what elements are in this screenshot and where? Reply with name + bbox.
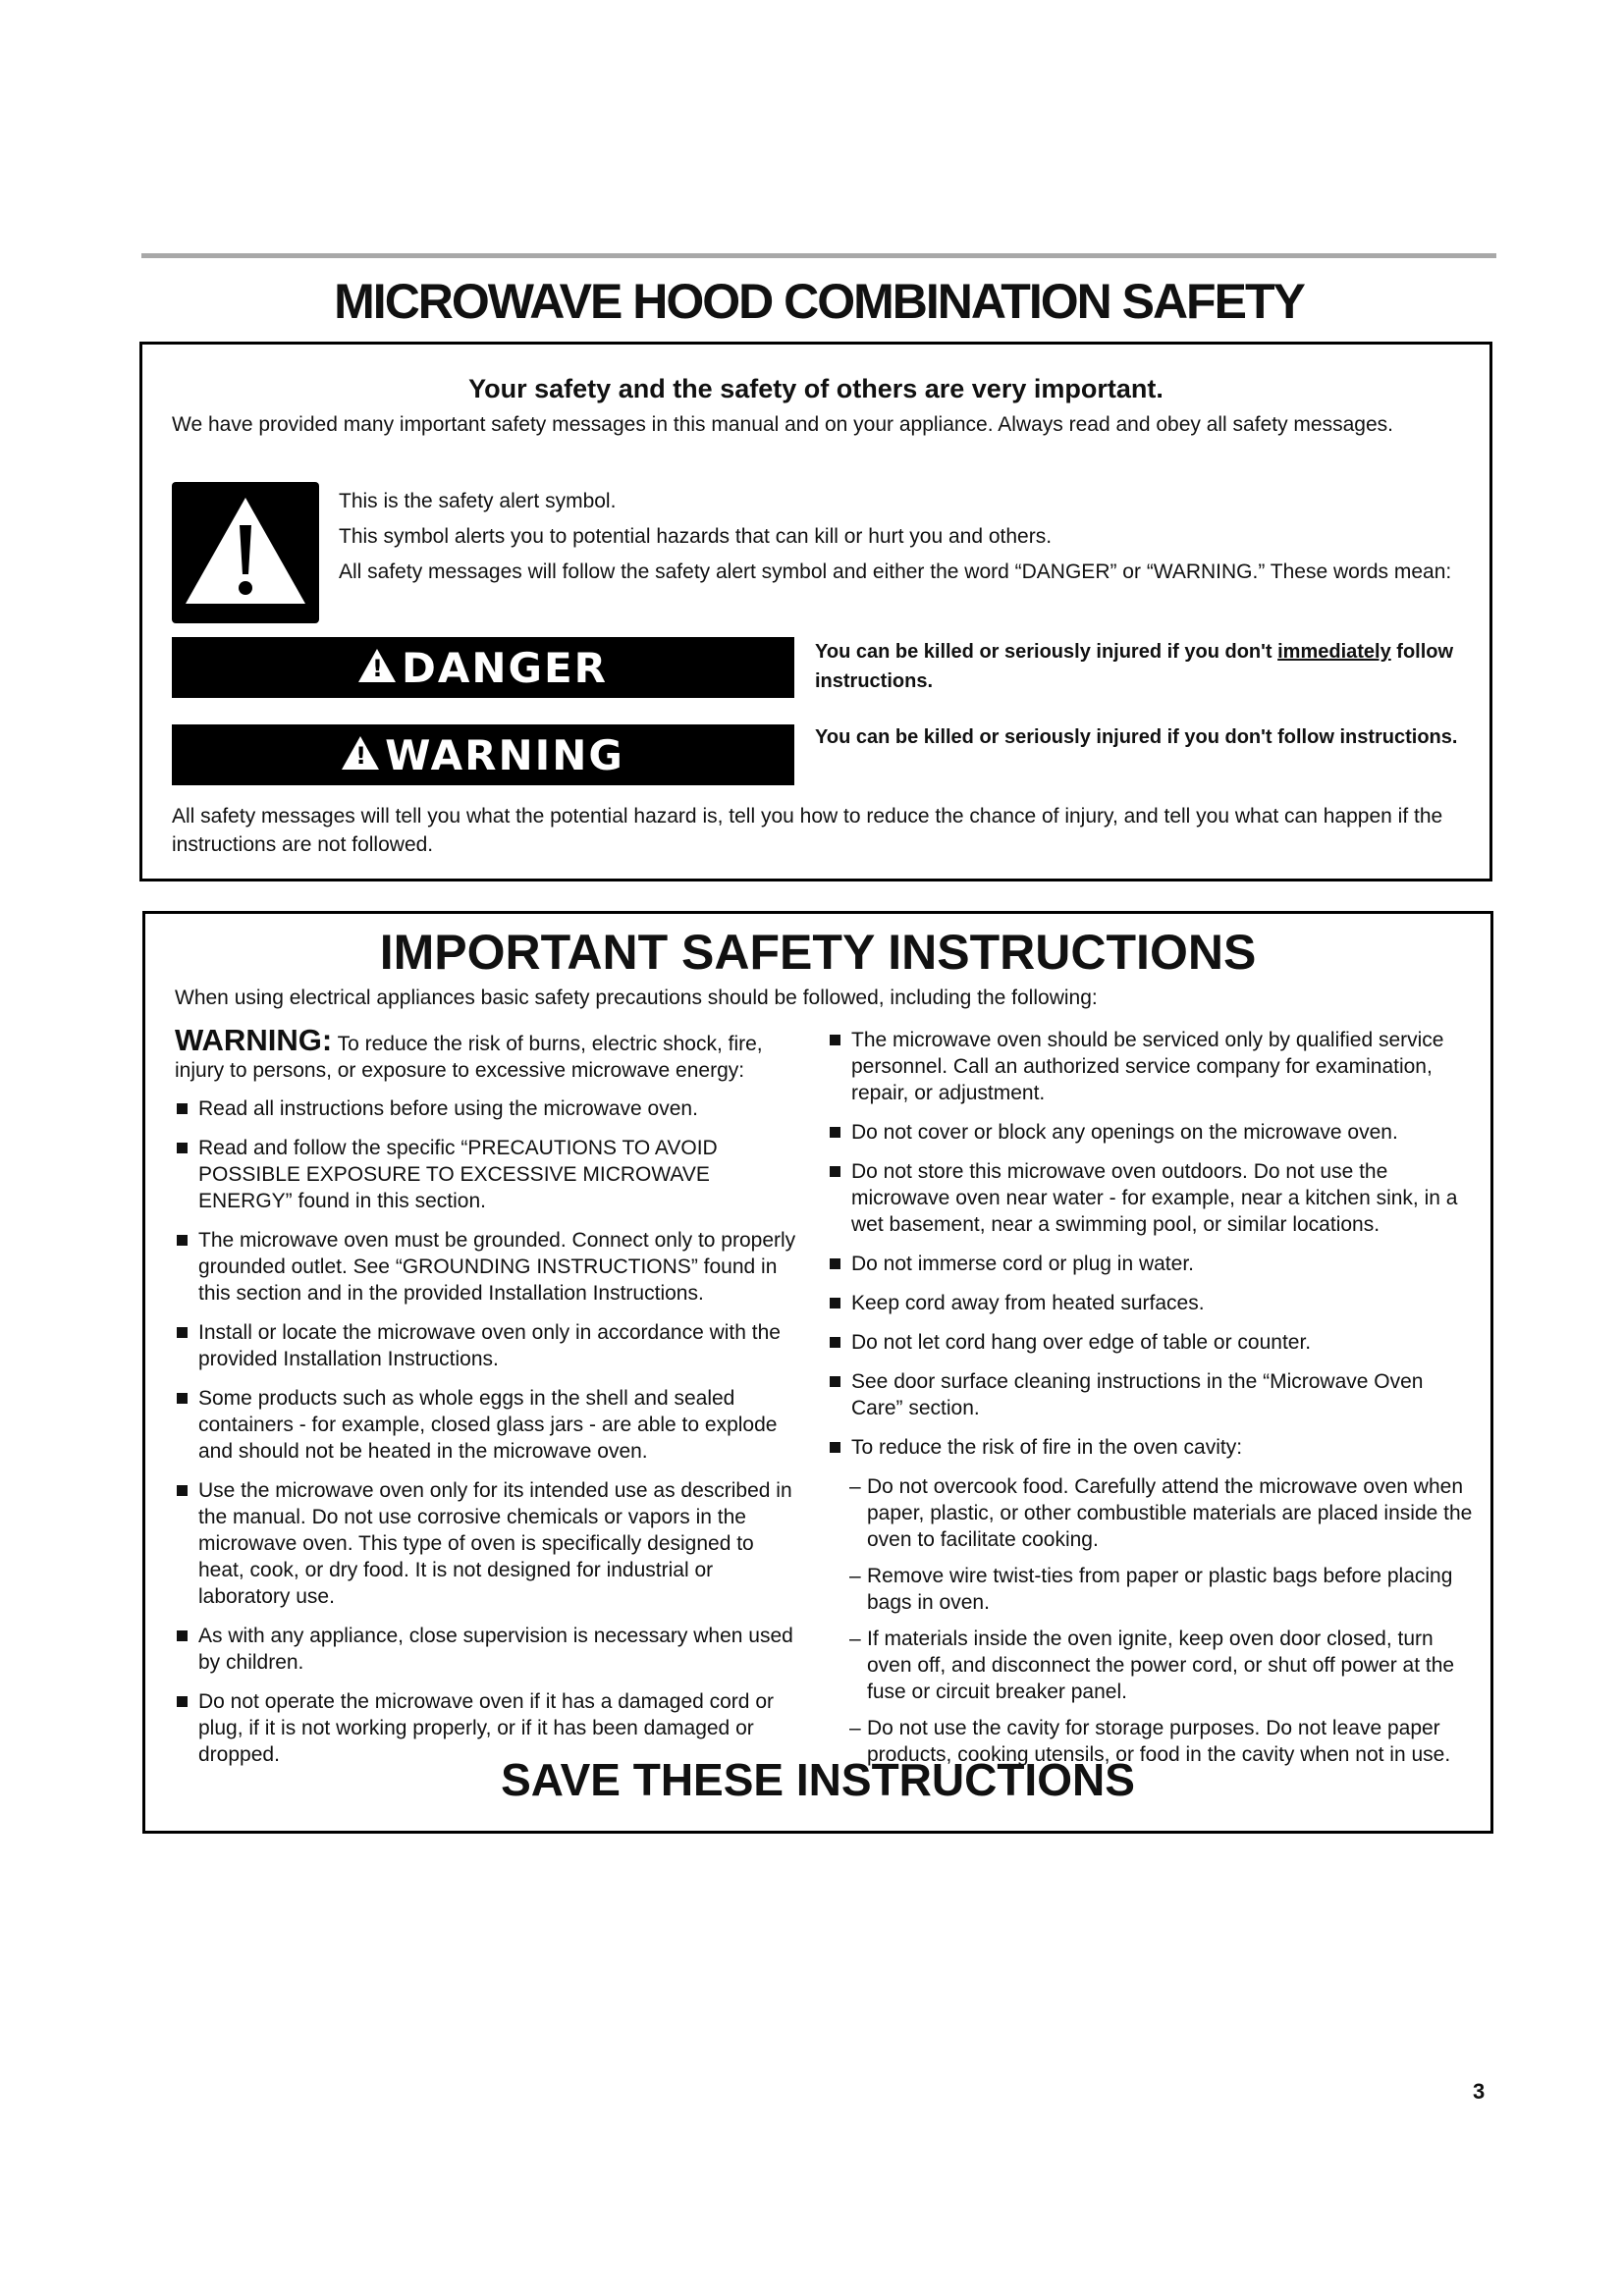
alert-line-1: This is the safety alert symbol.	[339, 490, 617, 512]
save-instructions-heading: SAVE THESE INSTRUCTIONS	[501, 1754, 1135, 1805]
danger-label: DANGER	[401, 643, 609, 692]
list-item: Do not store this microwave oven outdoors. Do not use the microwave oven near water - for example, near a kitchen sink, in a wet basement, near a swimming pool, or similar locations.	[828, 1158, 1476, 1238]
instructions-left-column	[175, 1023, 803, 1781]
warning-signal-banner	[172, 724, 794, 785]
page-number: 3	[1473, 2079, 1486, 2104]
list-item: Some products such as whole eggs in the shell and sealed containers - for example, closed glass jars - are able to explode and should not be heated in the microwave oven.	[175, 1385, 803, 1465]
warning-description: You can be killed or seriously injured if you don't follow instructions.	[815, 726, 1458, 748]
list-item: Do not operate the microwave oven if it has a damaged cord or plug, if it is not working properly, or if it has been damaged or dropped.	[175, 1688, 803, 1768]
danger-signal-banner	[172, 637, 794, 698]
list-item: Install or locate the microwave oven only in accordance with the provided Installation Instructions.	[175, 1319, 803, 1372]
warning-text: To reduce the risk of burns, electric shock, fire, injury to persons, or exposure to excessive microwave energy:	[175, 1033, 763, 1082]
warning-triangle-icon	[358, 649, 396, 682]
warning-word: WARNING:	[175, 1023, 333, 1057]
instructions-right-column	[828, 1027, 1476, 1778]
sub-list-item: – If materials inside the oven ignite, keep oven door closed, turn oven off, and disconnect the power cord, or shut off power at the fuse or circuit breaker panel.	[828, 1626, 1476, 1705]
list-item: To reduce the risk of fire in the oven cavity:	[828, 1434, 1476, 1461]
list-item: See door surface cleaning instructions in the “Microwave Oven Care” section.	[828, 1368, 1476, 1421]
list-item: Do not immerse cord or plug in water.	[828, 1251, 1476, 1277]
list-item: The microwave oven must be grounded. Connect only to properly grounded outlet. See “GROUNDING INSTRUCTIONS” found in this section and in the provided Installation Instructions.	[175, 1227, 803, 1307]
list-item: Do not cover or block any openings on the microwave oven.	[828, 1119, 1476, 1146]
list-item: Use the microwave oven only for its intended use as described in the manual. Do not use corrosive chemicals or vapors in the microwave oven. This type of oven is specifically designed to heat, cook, or dry food. It is not designed for industrial or laboratory use.	[175, 1477, 803, 1610]
warning-label: WARNING	[385, 730, 624, 779]
list-item: The microwave oven should be serviced only by qualified service personnel. Call an authorized service company for examination, repair, or adjustment.	[828, 1027, 1476, 1106]
safety-heading: Your safety and the safety of others are very important.	[468, 374, 1164, 403]
danger-text-a: You can be killed or seriously injured if you don't	[815, 641, 1278, 663]
safety-box	[139, 342, 1492, 881]
list-item: Do not let cord hang over edge of table or counter.	[828, 1329, 1476, 1356]
instructions-heading: IMPORTANT SAFETY INSTRUCTIONS	[379, 925, 1257, 980]
instructions-intro: When using electrical appliances basic safety precautions should be followed, including the following:	[175, 987, 1098, 1009]
list-item: As with any appliance, close supervision is necessary when used by children.	[175, 1623, 803, 1676]
alert-line-2: This symbol alerts you to potential hazards that can kill or hurt you and others.	[339, 525, 1053, 548]
safety-outro: All safety messages will tell you what the potential hazard is, tell you how to reduce the chance of injury, and tell you what can happen if the instructions are not followed.	[172, 805, 1443, 856]
alert-line-3: All safety messages will follow the safety alert symbol and either the word “DANGER” or “WARNING.” These words mean:	[339, 561, 1452, 583]
sub-list-item: – Do not overcook food. Carefully attend the microwave oven when paper, plastic, or other combustible materials are placed inside the oven to facilitate cooking.	[828, 1473, 1476, 1553]
safety-intro: We have provided many important safety messages in this manual and on your appliance. Always read and obey all safety messages.	[172, 413, 1393, 436]
danger-text-emph: immediately	[1277, 641, 1391, 663]
sub-list-item: – Remove wire twist-ties from paper or plastic bags before placing bags in oven.	[828, 1563, 1476, 1616]
warning-triangle-icon	[342, 736, 379, 770]
list-item: Read all instructions before using the microwave oven.	[175, 1095, 803, 1122]
page-title: MICROWAVE HOOD COMBINATION SAFETY	[334, 274, 1304, 329]
safety-alert-icon	[172, 482, 319, 623]
warning-statement	[175, 1023, 803, 1084]
list-item: Read and follow the specific “PRECAUTIONS TO AVOID POSSIBLE EXPOSURE TO EXCESSIVE MICROWAVE ENERGY” found in this section.	[175, 1135, 803, 1214]
danger-description	[815, 637, 1483, 696]
instructions-box	[142, 911, 1493, 1834]
danger-text-b: follow instructions.	[815, 641, 1454, 692]
top-rule	[141, 253, 1496, 258]
list-item: Keep cord away from heated surfaces.	[828, 1290, 1476, 1316]
alert-explanation	[339, 488, 1468, 594]
sub-list-item: – Do not use the cavity for storage purposes. Do not leave paper products, cooking utensils, or food in the cavity when not in use.	[828, 1715, 1476, 1768]
